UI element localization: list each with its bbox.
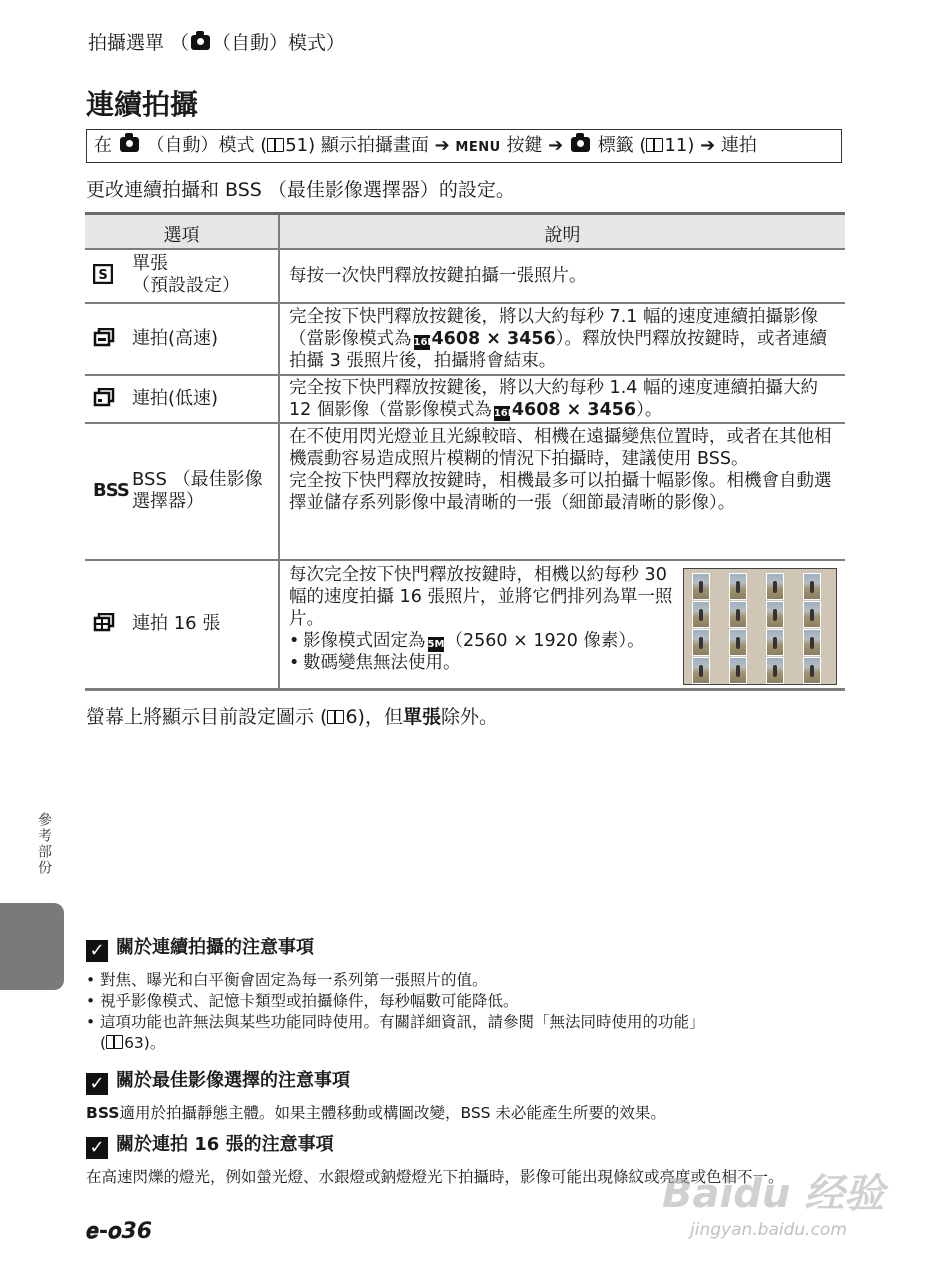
bullet-item: • 對焦、曝光和白平衡會固定為每一系列第一張照片的值。 [86, 970, 846, 991]
image-mode-icon: 16M [493, 408, 518, 419]
note-bullets [86, 970, 846, 1033]
description-text: 完全按下快門釋放按鍵後，將以大約每秒 1.4 幅的速度連續拍攝大約 12 個影像（當影像模式為 [289, 378, 818, 420]
note-reference: ( 63)。 [100, 1034, 166, 1052]
image-mode-icon: 5M [427, 639, 445, 650]
nav-text: （自動）模式 ( [146, 135, 268, 156]
note-bold-text: BSS [86, 1104, 120, 1122]
frame-thumb [729, 657, 747, 684]
image-size: 4608 × 3456 [511, 400, 637, 420]
check-icon: ✓ [86, 940, 108, 962]
check-icon: ✓ [86, 1137, 108, 1159]
page-number-text: 36 [121, 1219, 153, 1244]
svg-text:S: S [98, 268, 108, 283]
note-section [86, 1066, 846, 1124]
settings-icon-note [86, 702, 498, 729]
nav-text: 在 [94, 135, 112, 156]
note-heading [86, 933, 846, 962]
option-label [132, 253, 240, 297]
note-bold-text: 單張 [402, 706, 441, 728]
bullet-item: • 視乎影像模式、記憶卡類型或拍攝條件，每秒幅數可能降低。 [86, 991, 846, 1012]
option-label-line: BSS （最佳影像 [132, 469, 263, 490]
description-text: 在不使用閃光燈並且光線較暗、相機在遠攝變焦位置時，或者在其他相機震動容易造成照片模糊的情況下拍攝時，建議使用 BSS。 [289, 427, 832, 469]
nav-text: 按鍵 ➔ [506, 135, 564, 156]
header-suffix: （自動）模式） [212, 32, 346, 54]
camera-icon [120, 137, 139, 152]
option-label-line: 選擇器） [132, 491, 204, 512]
description-text: 完全按下快門釋放按鍵時，相機最多可以拍攝十幅影像。相機會自動選擇並儲存系列影像中最清晰的一張（細節最清晰的影像）。 [289, 471, 832, 513]
header-option: 選項 [163, 225, 200, 246]
option-description [289, 306, 837, 372]
option-description [289, 426, 837, 514]
frame-thumb [803, 657, 821, 684]
description-text: ）。 [636, 400, 663, 420]
frame-thumb [803, 601, 821, 628]
image-size: 4608 × 3456 [431, 329, 556, 349]
bullet-item [289, 630, 675, 652]
image-mode-icon: 16M [413, 337, 438, 348]
book-reference-icon [106, 1035, 123, 1049]
continuous-high-icon [93, 328, 115, 352]
camera-icon [571, 137, 590, 152]
bullet-item: • 這項功能也許無法與某些功能同時使用。有關詳細資訊，請參閱「無法同時使用的功能」 [86, 1012, 846, 1033]
running-header [88, 28, 345, 55]
bss-icon: BSS [93, 480, 129, 501]
frame-thumb [692, 657, 710, 684]
option-label-line: （預設設定） [132, 275, 240, 296]
frame-thumb [766, 629, 784, 656]
note-text: 除外。 [440, 706, 498, 728]
note-heading-text: 關於最佳影像選擇的注意事項 [116, 1070, 350, 1091]
frame-thumb [766, 601, 784, 628]
frame-thumb [803, 629, 821, 656]
multi-shot-sample-image [683, 568, 837, 685]
book-reference-icon [267, 138, 284, 152]
frame-thumb [692, 601, 710, 628]
option-description: 每按一次快門釋放按鍵拍攝一張照片。 [289, 266, 587, 286]
reference-section-icon: 𝒆-𝒐 [86, 1219, 122, 1244]
note-heading [86, 1066, 846, 1095]
option-label-line: 單張 [132, 253, 168, 274]
continuous-low-icon [93, 388, 115, 412]
note-text: 螢幕上將顯示目前設定圖示 ( [86, 706, 328, 728]
table-row [85, 376, 845, 422]
option-label: 連拍(高速) [132, 328, 219, 349]
note-heading-text: 關於連拍 16 張的注意事項 [116, 1134, 334, 1155]
frame-thumb [766, 573, 784, 600]
frame-thumb [766, 657, 784, 684]
note-heading [86, 1130, 846, 1159]
watermark-url: jingyan.baidu.com [690, 1220, 847, 1240]
description-text: 完全按下快門釋放按鍵後，將以大約每秒 7.1 幅的速度連續拍攝影像（當影像模式為 [289, 307, 818, 349]
table-row [85, 304, 845, 374]
nav-text: 51) 顯示拍攝畫面 ➔ [285, 135, 450, 156]
section-side-tab [0, 903, 64, 990]
note-text: 適用於拍攝靜態主體。如果主體移動或構圖改變，BSS 未必能產生所要的效果。 [119, 1104, 666, 1122]
frame-thumb [729, 601, 747, 628]
note-ref-text: 63)。 [124, 1034, 166, 1052]
option-label [132, 469, 263, 513]
intro-text: 更改連續拍攝和 BSS （最佳影像選擇器）的設定。 [86, 179, 515, 201]
table-row [85, 250, 845, 302]
description-text: 每次完全按下快門釋放按鍵時，相機以約每秒 30 幅的速度拍攝 16 張照片，並將它們排列為單一照片。 [289, 565, 673, 629]
note-heading-text: 關於連續拍攝的注意事項 [116, 937, 314, 958]
menu-button-label: MENU [455, 140, 501, 155]
page-title: 連續拍攝 [86, 88, 199, 121]
page-number [86, 1219, 152, 1244]
frame-thumb [692, 573, 710, 600]
watermark: Baidu 经验 [662, 1171, 885, 1217]
book-reference-icon [646, 138, 663, 152]
frame-thumb [692, 629, 710, 656]
single-frame-icon [93, 264, 113, 288]
book-reference-icon [327, 710, 344, 724]
note-section [86, 933, 846, 1054]
bullet-item: • 數碼變焦無法使用。 [289, 652, 675, 674]
option-description [289, 377, 837, 421]
description-text: ）。釋放快門釋放按鍵時，或者連續拍攝 3 張照片後，拍攝將會結束。 [289, 329, 828, 371]
camera-icon [191, 35, 210, 50]
frame-thumb [803, 573, 821, 600]
menu-path-box [86, 129, 842, 163]
note-body [86, 1103, 846, 1124]
check-icon: ✓ [86, 1073, 108, 1095]
bullet-text: 影像模式固定為 [303, 631, 426, 651]
table-row [85, 424, 845, 559]
bullet-text: （2560 × 1920 像素）。 [445, 631, 645, 651]
option-description [289, 564, 675, 674]
frame-thumb [729, 629, 747, 656]
nav-text: 11) ➔ 連拍 [664, 135, 757, 156]
nav-text: 標籤 ( [597, 135, 647, 156]
note-body: 在高速閃爍的燈光，例如螢光燈、水銀燈或鈉燈燈光下拍攝時，影像可能出現條紋或亮度或色相不一。 [86, 1168, 784, 1186]
option-label: 連拍 16 張 [132, 613, 221, 634]
option-bullets [289, 630, 675, 674]
note-text: 6)，但 [345, 706, 403, 728]
frame-thumb [729, 573, 747, 600]
option-label: 連拍(低速) [132, 388, 219, 409]
multi-shot-16-icon [93, 613, 115, 637]
header-prefix: 拍攝選單 （ [88, 32, 190, 54]
header-description: 說明 [544, 225, 581, 246]
table-header-row [85, 212, 845, 248]
section-side-label: 參考部份 [36, 812, 52, 876]
